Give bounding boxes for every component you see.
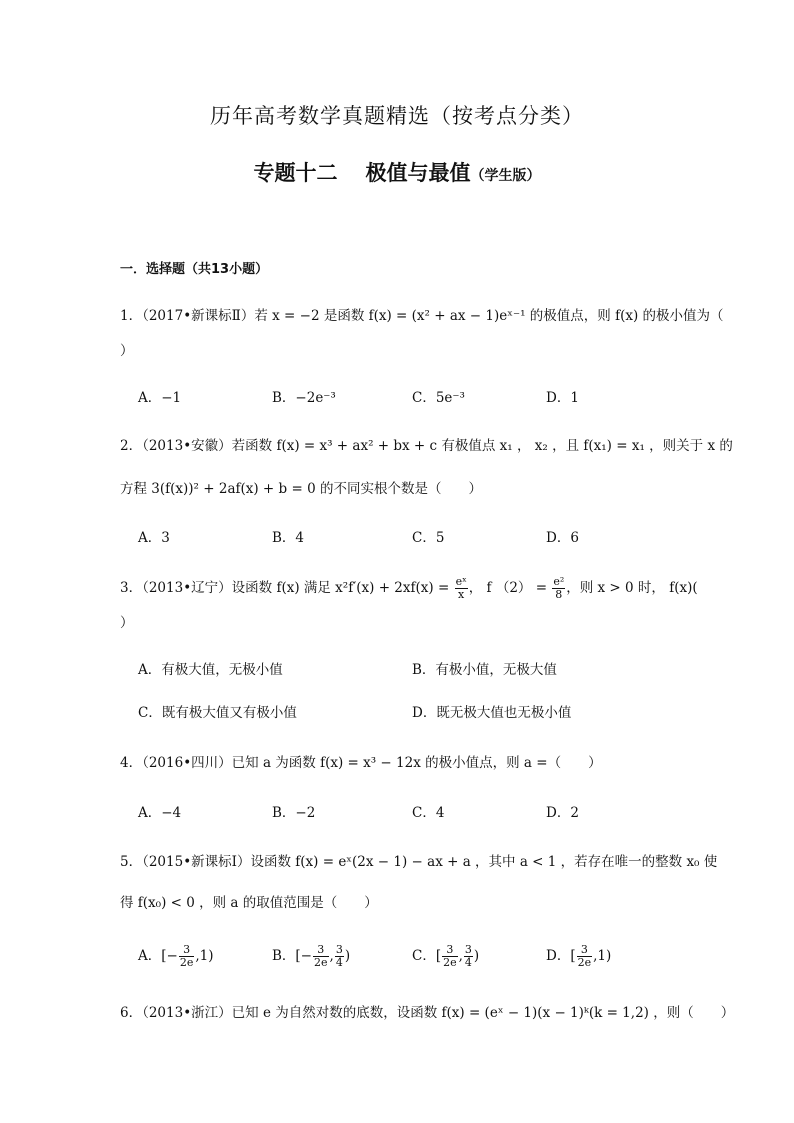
question-1-line-2: ） xyxy=(120,343,134,359)
fraction-numerator: 3 xyxy=(577,944,593,957)
question-3-text-c: ，则 x > 0 时， f(x)( xyxy=(566,580,698,596)
question-5-line-2: 得 f(x₀) < 0 ，则 a 的取值范围是（ ） xyxy=(120,895,378,911)
question-3-option-c: C．既有极大值又有极小值 xyxy=(138,705,297,721)
question-5-line-1: 5．（2015•新课标Ⅰ）设函数 f(x) = eˣ(2x − 1) − ax + a ，其中 a < 1 ，若存在唯一的整数 x₀ 使 xyxy=(120,854,718,870)
question-3-line-1 xyxy=(120,575,698,601)
question-5-option-b xyxy=(272,944,350,969)
fraction-denominator: x xyxy=(458,588,465,601)
question-4-option-a: A．−4 xyxy=(138,805,182,821)
question-6-line-1: 6．（2013•浙江）已知 e 为自然对数的底数，设函数 f(x) = (eˣ − 1)(x − 1)ᵏ(k = 1,2) ，则（ ） xyxy=(120,1005,735,1021)
question-2-option-c: C．5 xyxy=(412,530,445,546)
fraction-numerator: eˣ xyxy=(455,575,467,588)
option-separator: , xyxy=(329,948,334,964)
question-3-text-a: 3．（2013•辽宁）设函数 f(x) 满足 x²f′(x) + 2xf(x) = xyxy=(120,580,450,596)
fraction-denominator: 8 xyxy=(555,588,563,601)
question-2-option-b: B．4 xyxy=(272,530,305,546)
question-3-fraction-1 xyxy=(455,576,468,601)
fraction-numerator: 3 xyxy=(179,944,195,957)
option-fraction xyxy=(577,944,593,969)
topic-heading xyxy=(0,157,794,187)
question-3-line-2: ） xyxy=(120,615,134,631)
fraction-numerator: e² xyxy=(553,575,565,588)
fraction-numerator: 3 xyxy=(335,943,343,956)
option-fraction xyxy=(179,944,195,969)
topic-number: 专题十二 xyxy=(253,161,338,185)
question-1-option-a: A．−1 xyxy=(138,390,182,406)
question-1-option-c: C．5e⁻³ xyxy=(412,390,465,406)
fraction-denominator: 2e xyxy=(314,956,328,969)
fraction-denominator: 4 xyxy=(464,956,472,969)
question-3-option-d: D．既无极大值也无极小值 xyxy=(412,705,572,721)
fraction-numerator: 3 xyxy=(313,944,329,957)
topic-name: 极值与最值 xyxy=(365,161,471,185)
option-prefix: B．[− xyxy=(272,948,312,964)
question-5-option-d xyxy=(546,944,611,969)
question-1-option-b: B．−2e⁻³ xyxy=(272,390,336,406)
option-fraction xyxy=(442,944,458,969)
fraction-denominator: 2e xyxy=(443,956,457,969)
option-prefix: D．[ xyxy=(546,948,576,964)
option-prefix: C．[ xyxy=(412,948,442,964)
option-fraction-2 xyxy=(464,944,473,969)
question-2-option-a: A．3 xyxy=(138,530,170,546)
question-4-option-b: B．−2 xyxy=(272,805,316,821)
question-3-option-a: A．有极大值，无极小值 xyxy=(138,662,283,678)
option-separator: , xyxy=(458,948,463,964)
option-suffix: ,1) xyxy=(195,948,214,964)
question-2-line-2: 方程 3(f(x))² + 2af(x) + b = 0 的不同实根个数是（ ） xyxy=(120,481,482,497)
document-title: 历年高考数学真题精选（按考点分类） xyxy=(210,104,584,128)
option-fraction-2 xyxy=(335,944,344,969)
fraction-numerator: 3 xyxy=(464,943,472,956)
option-prefix: A．[− xyxy=(138,948,178,964)
question-5-option-c xyxy=(412,944,479,969)
option-suffix: ) xyxy=(473,948,480,964)
question-4-option-d: D．2 xyxy=(546,805,579,821)
fraction-numerator: 3 xyxy=(442,944,458,957)
question-1-option-d: D．1 xyxy=(546,390,579,406)
fraction-denominator: 2e xyxy=(577,956,592,969)
option-suffix: ,1) xyxy=(593,948,612,964)
question-4-option-c: C．4 xyxy=(412,805,445,821)
fraction-denominator: 2e xyxy=(179,956,194,969)
option-fraction xyxy=(313,944,329,969)
question-5-option-a xyxy=(138,944,214,969)
question-3-text-b: ， f （2） = xyxy=(468,580,548,596)
question-1-line-1: 1．（2017•新课标Ⅱ）若 x = −2 是函数 f(x) = (x² + ax − 1)eˣ⁻¹ 的极值点，则 f(x) 的极小值为（ xyxy=(120,308,724,324)
section-heading: 一．选择题（共13小题） xyxy=(120,262,269,277)
option-suffix: ) xyxy=(344,948,351,964)
question-2-line-1: 2．（2013•安徽）若函数 f(x) = x³ + ax² + bx + c 有极值点 x₁ ， x₂ ，且 f(x₁) = x₁ ，则关于 x 的 xyxy=(120,438,733,454)
question-2-option-d: D．6 xyxy=(546,530,579,546)
question-3-option-b: B．有极小值，无极大值 xyxy=(412,662,557,678)
fraction-denominator: 4 xyxy=(335,956,343,969)
edition-label: （学生版） xyxy=(470,168,541,184)
question-4-line-1: 4．（2016•四川）已知 a 为函数 f(x) = x³ − 12x 的极小值点，则 a =（ ） xyxy=(120,755,602,771)
question-3-fraction-2 xyxy=(552,576,565,601)
